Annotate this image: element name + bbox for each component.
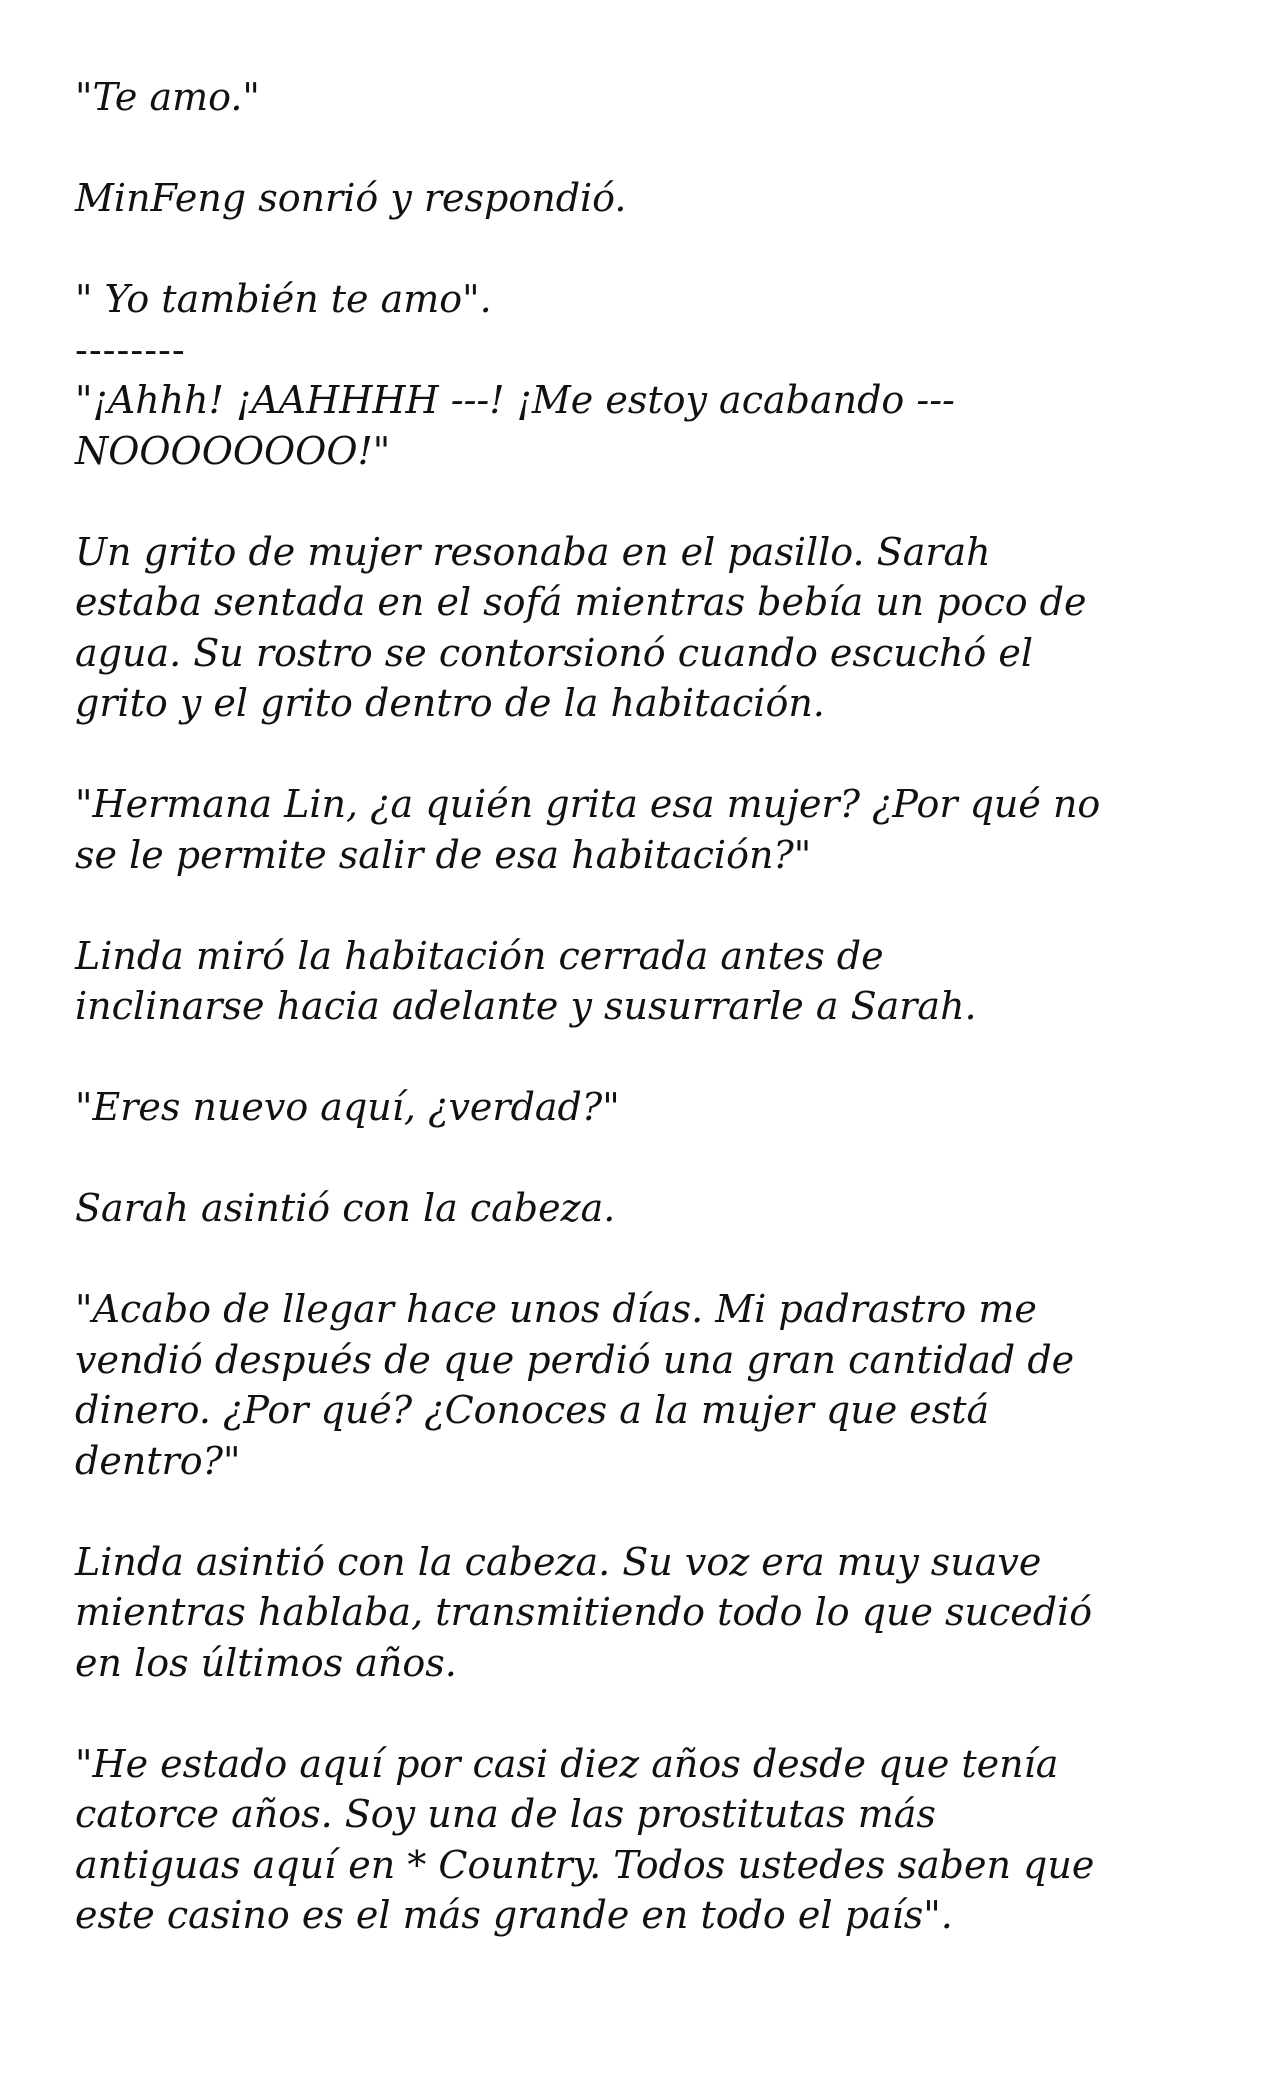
paragraph-new-here: "Eres nuevo aquí, ¿verdad?" [75,1085,620,1129]
paragraph-spacer [75,1133,1215,1184]
paragraph-spacer [75,123,1215,174]
paragraph-minfeng-responds: MinFeng sonrió y respondió. [75,176,627,220]
paragraph-spacer [75,880,1215,931]
paragraph-hallway: Un grito de mujer resonaba en el pasillo. Sarah estaba sentada en el sofá mientras bebía un poco de agua. Su rostro se contorsionó cuando escuchó el grito y el grito dentro de la habitación. [75,529,1087,725]
paragraph-linda-nods: Linda asintió con la cabeza. Su voz era muy suave mientras hablaba, transmitiendo todo lo que sucedió en los últimos años. [75,1539,1093,1685]
paragraph-ten-years: "He estado aquí por casi diez años desde que tenía catorce años. Soy una de las prostitutas más antiguas aquí en * Country. Todos ustedes saben que este casino es el más grande en todo el país". [75,1741,1095,1937]
paragraph-spacer [75,1234,1215,1285]
paragraph-sister-lin-question: "Hermana Lin, ¿a quién grita esa mujer? ¿Por qué no se le permite salir de esa habitación?" [75,782,1101,877]
paragraph-spacer [75,1032,1215,1083]
paragraph-sarah-nods: Sarah asintió con la cabeza. [75,1186,616,1230]
scene-divider: -------- [75,327,186,372]
paragraph-yo-tambien: " Yo también te amo". [75,277,492,321]
paragraph-scream: "¡Ahhh! ¡AAHHHH ---! ¡Me estoy acabando --- NOOOOOOOO!" [75,378,955,473]
paragraph-linda-whispers: Linda miró la habitación cerrada antes de inclinarse hacia adelante y susurrarle a Sarah. [75,933,977,1028]
paragraph-spacer [75,476,1215,527]
paragraph-te-amo: "Te amo." [75,75,260,119]
paragraph-spacer [75,1688,1215,1739]
paragraph-spacer [75,1486,1215,1537]
paragraph-spacer [75,729,1215,780]
paragraph-stepfather: "Acabo de llegar hace unos días. Mi padrastro me vendió después de que perdió una gran cantidad de dinero. ¿Por qué? ¿Conoces a la mujer que está dentro?" [75,1287,1075,1483]
paragraph-spacer [75,224,1215,275]
document-page [75,72,1215,1941]
